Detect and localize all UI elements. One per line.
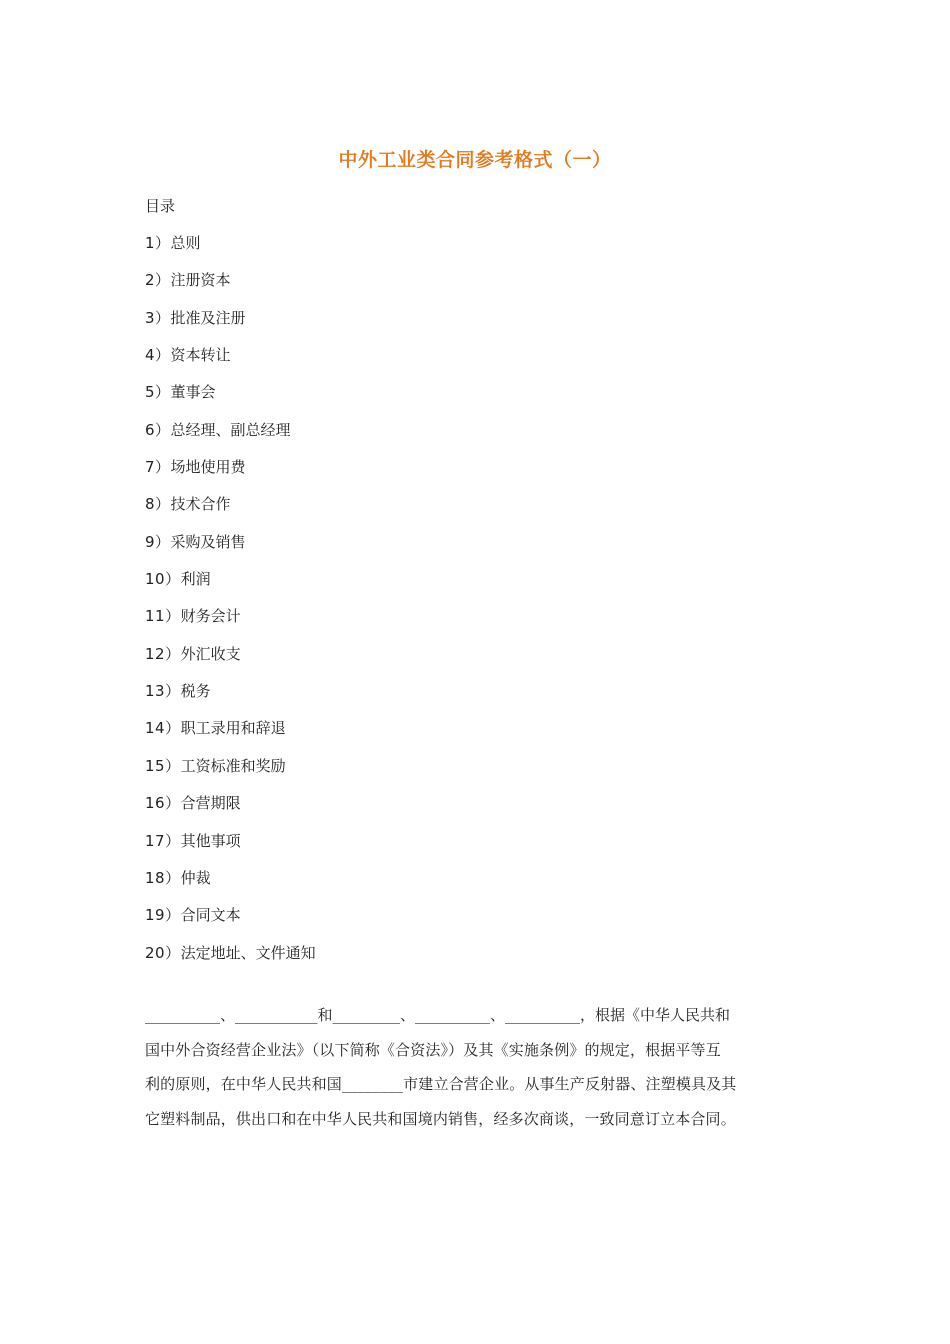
toc-item [145, 457, 316, 494]
toc-item [145, 532, 316, 569]
toc-item [145, 494, 316, 531]
toc-item-number: 20） [145, 943, 181, 962]
toc-item-number: 11） [145, 607, 181, 626]
toc-item [145, 233, 316, 270]
toc-item-number: 6） [145, 420, 171, 439]
toc-item-label: 职工录用和辞退 [180, 719, 286, 738]
table-of-contents [145, 233, 316, 980]
paragraph-line: 国中外合资经营企业法》（以下简称《合资法》）及其《实施条例》的规定，根据平等互 [145, 1040, 721, 1059]
toc-item-label: 财务会计 [180, 607, 241, 626]
toc-item-label: 工资标准和奖励 [180, 756, 286, 775]
toc-item [145, 868, 316, 905]
toc-item-number: 18） [145, 868, 181, 887]
toc-item-number: 16） [145, 794, 181, 813]
toc-item-label: 法定地址、文件通知 [180, 943, 316, 962]
toc-item [145, 644, 316, 681]
toc-item [145, 606, 316, 643]
toc-item-number: 1） [145, 234, 171, 252]
toc-item [145, 718, 316, 755]
toc-item [145, 308, 316, 345]
toc-item-label: 总则 [170, 234, 201, 252]
toc-item-label: 外汇收支 [180, 644, 241, 663]
toc-item [145, 905, 316, 942]
toc-item-number: 8） [145, 495, 171, 514]
toc-item-number: 4） [145, 346, 171, 365]
toc-item [145, 793, 316, 830]
toc-item-label: 其他事项 [180, 831, 241, 850]
toc-item-number: 9） [145, 532, 171, 551]
toc-item [145, 681, 316, 718]
toc-item-label: 采购及销售 [170, 532, 246, 551]
paragraph-line: 利的原则，在中华人民共和国________市建立合营企业。从事生产反射器、注塑模具及其 [145, 1075, 737, 1094]
toc-item-number: 3） [145, 308, 171, 327]
toc-item [145, 382, 316, 419]
toc-item [145, 756, 316, 793]
paragraph-line: 它塑料制品，供出口和在中华人民共和国境内销售，经多次商谈，一致同意订立本合同。 [145, 1109, 736, 1128]
toc-item [145, 831, 316, 868]
toc-item-number: 12） [145, 644, 181, 663]
toc-item-label: 注册资本 [170, 271, 231, 290]
toc-item-label: 批准及注册 [170, 308, 246, 327]
toc-item-label: 仲裁 [180, 868, 211, 887]
toc-item [145, 943, 316, 980]
toc-item-label: 合同文本 [180, 906, 241, 925]
toc-item-number: 15） [145, 756, 181, 775]
toc-item-label: 利润 [180, 570, 211, 589]
toc-item-number: 10） [145, 570, 181, 589]
toc-item-number: 5） [145, 383, 171, 402]
toc-heading: 目录 [145, 197, 176, 215]
toc-item-label: 技术合作 [170, 495, 231, 514]
toc-item-number: 2） [145, 271, 171, 290]
toc-item [145, 420, 316, 457]
preamble-paragraph [145, 998, 805, 1136]
toc-item-number: 14） [145, 719, 181, 738]
toc-item-label: 场地使用费 [170, 458, 246, 477]
toc-item-label: 税务 [180, 682, 211, 701]
toc-item [145, 270, 316, 307]
toc-item-number: 13） [145, 682, 181, 701]
toc-item-number: 17） [145, 831, 181, 850]
document-title: 中外工业类合同参考格式（一） [338, 149, 612, 171]
toc-item-label: 董事会 [170, 383, 216, 402]
toc-item-number: 19） [145, 906, 181, 925]
toc-item [145, 345, 316, 382]
toc-item [145, 569, 316, 606]
toc-item-label: 合营期限 [180, 794, 241, 813]
toc-item-label: 资本转让 [170, 346, 231, 365]
toc-item-number: 7） [145, 458, 171, 477]
paragraph-line: __________、___________和_________、__________、__________，根据《中华人民共和 [145, 1006, 731, 1024]
toc-item-label: 总经理、副总经理 [170, 420, 291, 439]
